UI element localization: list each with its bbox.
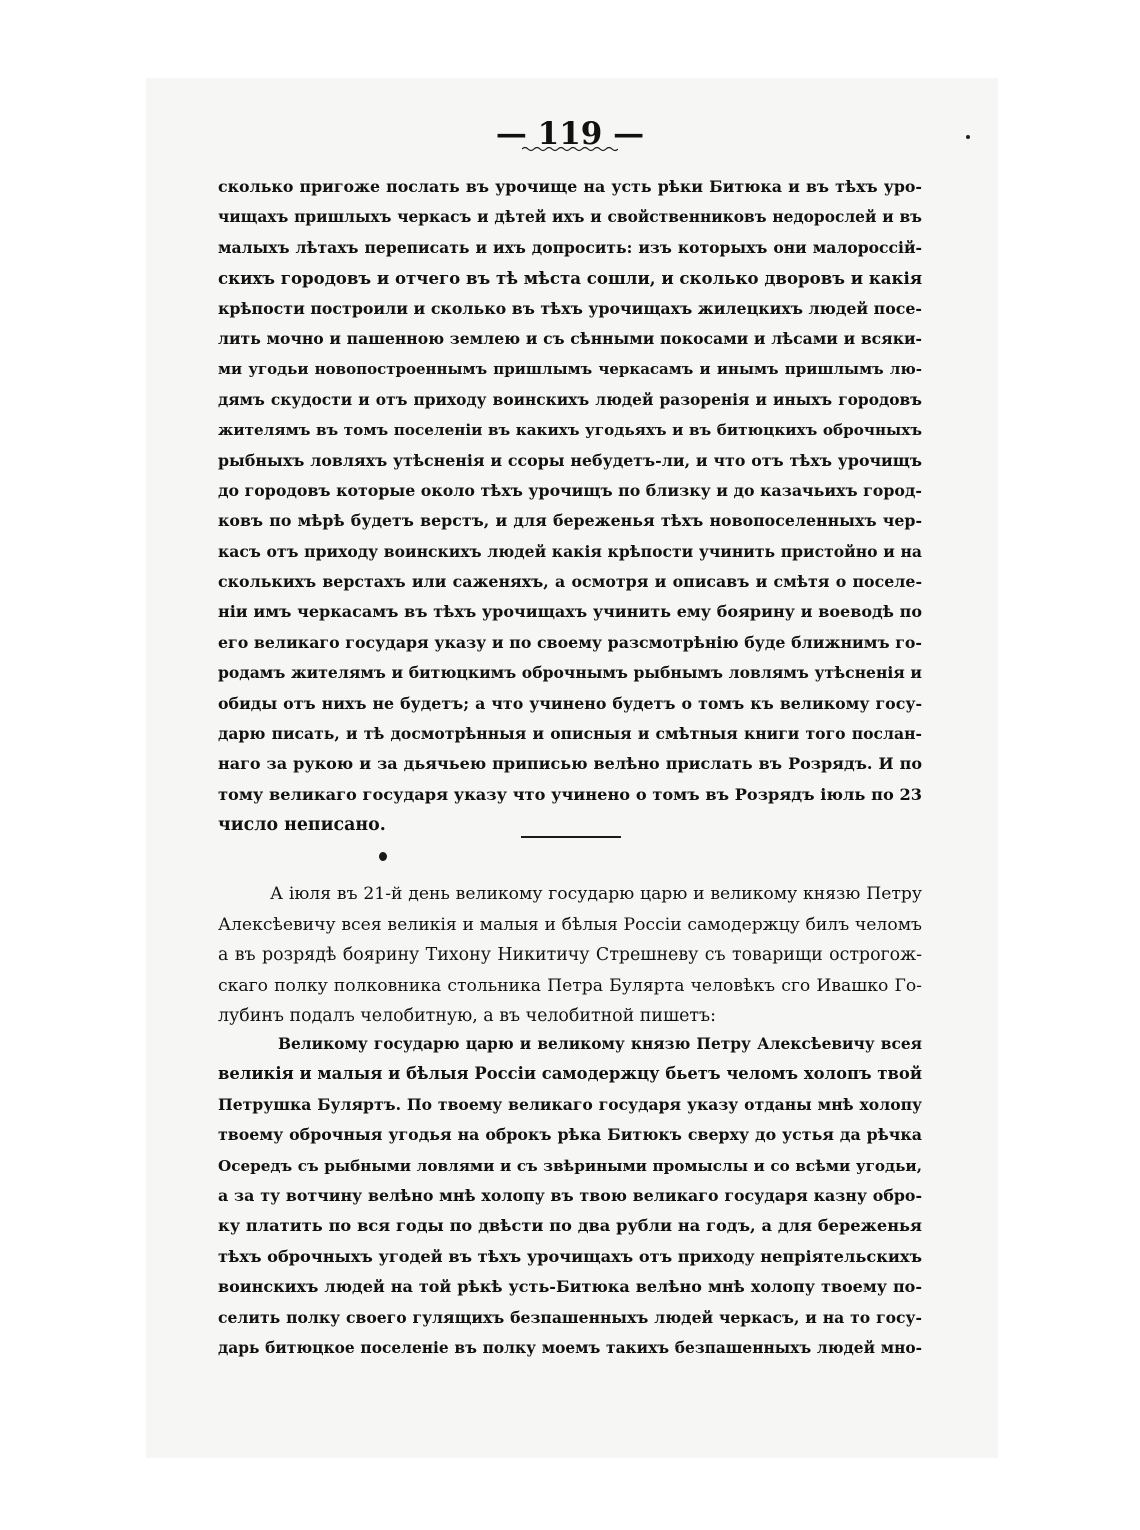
text-line: наго за рукою и за дьячьею приписью велѣно прислать въ Розрядъ. И по bbox=[218, 754, 922, 774]
text-line: касъ отъ приходу воинскихъ людей какія крѣпости учинить пристойно и на bbox=[218, 541, 922, 561]
text-line: Великому государю царю и великому князю Петру Алексѣевичу всея bbox=[278, 1035, 922, 1053]
text-line: обиды отъ нихъ не будетъ; а что учинено будетъ о томъ къ великому госу- bbox=[218, 693, 922, 713]
page-number-ornament bbox=[522, 146, 618, 152]
page-number: — 119 — bbox=[495, 116, 645, 152]
paragraph-petition-text bbox=[218, 1029, 922, 1363]
text-line: дямъ скудости и отъ приходу воинскихъ людей разоренія и иныхъ городовъ bbox=[218, 390, 922, 409]
text-line: сколькихъ верстахъ или саженяхъ, а осмотря и описавъ и смѣтя о поселе- bbox=[218, 572, 922, 592]
text-line: тому великаго государя указу что учинено о томъ въ Розрядъ іюль по 23 bbox=[218, 784, 922, 804]
text-line: рыбныхъ ловляхъ утѣсненія и ссоры небудетъ-ли, и что отъ тѣхъ урочищъ bbox=[218, 450, 922, 470]
text-line: Петрушка Буляртъ. По твоему великаго государя указу отданы мнѣ холопу bbox=[218, 1094, 922, 1114]
text-line: родамъ жителямъ и битюцкимъ оброчнымъ рыбнымъ ловлямъ утѣсненія и bbox=[218, 663, 922, 683]
text-line: а за ту вотчину велѣно мнѣ холопу въ твою великаго государя казну обро- bbox=[218, 1185, 922, 1205]
stray-ink-mark bbox=[379, 852, 387, 861]
text-line: сколько пригоже послать въ урочище на усть рѣки Битюка и въ тѣхъ уро- bbox=[218, 177, 922, 196]
text-line: ми угодьи новопостроеннымъ пришлымъ черкасамъ и инымъ пришлымъ лю- bbox=[218, 360, 922, 379]
text-line: ніи имъ черкасамъ въ тѣхъ урочищахъ учинить ему боярину и воеводѣ по bbox=[218, 602, 922, 622]
text-line: чищахъ пришлыхъ черкасъ и дѣтей ихъ и свойственниковъ недорослей и въ bbox=[218, 208, 922, 227]
text-line: ковъ по мѣрѣ будетъ верстъ, и для береженья тѣхъ новопоселенныхъ чер- bbox=[218, 511, 922, 531]
text-line: а въ розрядѣ боярину Тихону Никитичу Стрешневу съ товарищи острогож- bbox=[218, 945, 922, 966]
text-line: крѣпости построили и сколько въ тѣхъ урочищахъ жилецкихъ людей посе- bbox=[218, 298, 922, 318]
text-line: ку платить по вся годы по двѣсти по два рубли на годъ, а для береженья bbox=[218, 1216, 922, 1236]
text-line: лить мочно и пашенною землею и съ сѣнными покосами и лѣсами и всяки- bbox=[218, 328, 922, 348]
paragraph-continuation bbox=[218, 172, 922, 841]
text-line: число неписано. bbox=[218, 815, 386, 836]
section-divider bbox=[521, 836, 621, 838]
text-line: дарь битюцкое поселеніе въ полку моемъ такихъ безпашенныхъ людей мно- bbox=[218, 1338, 922, 1357]
text-line: селить полку своего гулящихъ безпашенныхъ людей черкасъ, и на то госу- bbox=[218, 1307, 922, 1327]
text-line: Осередъ съ рыбными ловлями и съ звѣриными промыслы и со всѣми угодьи, bbox=[218, 1156, 922, 1175]
text-line: тѣхъ оброчныхъ угодей въ тѣхъ урочищахъ отъ приходу непріятельскихъ bbox=[218, 1246, 922, 1266]
text-line: великія и малыя и бѣлыя Россіи самодержцу бьетъ челомъ холопъ твой bbox=[218, 1064, 922, 1084]
paragraph-petition-intro bbox=[218, 879, 922, 1032]
text-line: малыхъ лѣтахъ переписать и ихъ допросить: изъ которыхъ они малороссій- bbox=[218, 237, 922, 257]
text-line: Алексѣевичу всея великія и малыя и бѣлыя Россіи самодержцу билъ челомъ bbox=[218, 914, 922, 935]
text-line: скаго полку полковника стольника Петра Булярта человѣкъ сго Ивашко Го- bbox=[218, 975, 922, 996]
text-line: дарю писать, и тѣ досмотрѣнныя и описныя и смѣтныя книги того послан- bbox=[218, 724, 922, 744]
text-line: до городовъ которые около тѣхъ урочищъ по близку и до казачьихъ город- bbox=[218, 480, 922, 500]
text-line: воинскихъ людей на той рѣкѣ усть-Битюка велѣно мнѣ холопу твоему по- bbox=[218, 1277, 922, 1297]
text-line: скихъ городовъ и отчего въ тѣ мѣста сошли, и сколько дворовъ и какія bbox=[218, 268, 923, 289]
text-line: его великаго государя указу и по своему разсмотрѣнію буде ближнимъ го- bbox=[218, 632, 922, 652]
stray-ink-dot bbox=[966, 135, 970, 139]
text-line: А іюля въ 21-й день великому государю царю и великому князю Петру bbox=[270, 884, 922, 904]
text-line: твоему оброчныя угодья на оброкъ рѣка Битюкъ сверху до устья да рѣчка bbox=[218, 1125, 922, 1145]
text-line: жителямъ въ томъ поселеніи въ какихъ угодьяхъ и въ битюцкихъ оброчныхъ bbox=[218, 421, 922, 440]
text-line: лубинъ подалъ челобитную, а въ челобитной пишетъ: bbox=[218, 1006, 716, 1027]
